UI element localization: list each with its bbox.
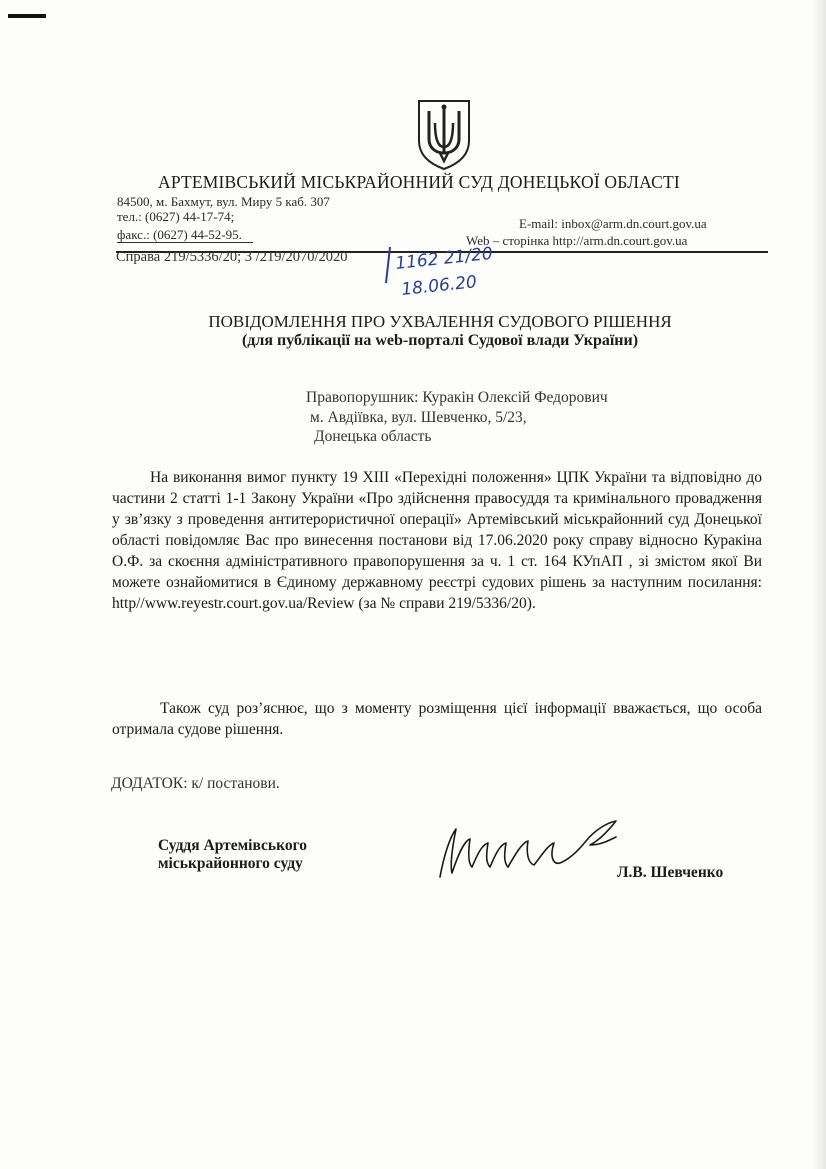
handwritten-signature-icon (430, 815, 630, 885)
notice-clarification-paragraph: Також суд роз’яснює, що з моменту розміщення цієї інформації вважається, що особа отримала судове рішення. (112, 700, 762, 738)
offender-region: Донецька область (314, 428, 432, 445)
trident-coat-of-arms-icon (415, 97, 473, 171)
case-number: Справа 219/5336/20; 3 /219/2070/2020 (116, 249, 348, 265)
offender-address: м. Авдіївка, вул. Шевченко, 5/23, (310, 409, 527, 426)
court-phone: тел.: (0627) 44-17-74; (117, 209, 235, 224)
notice-body-paragraph: На виконання вимог пункту 19 ХІІІ «Перехідні положення» ЦПК України та відповідно до частини 2 статті 1-1 Закону України «Про здійснення правосуддя та кримінального провадження у зв’язку з проведення антитерористичної операції» Артемівський міськрайонний суд Донецької області повідомляє Вас про винесення постанови від 17.06.2020 року справу відносно Куракіна О.Ф. за скоєння адміністративного правопорушення за ч. 1 ст. 164 КУпАП , зі змістом якої Ви можете ознайомитися в Єдиному державному реєстрі судових рішень за наступним посилання: http//www.reyestr.court.gov.ua/Review (за № справи 219/5336/20). (112, 469, 762, 612)
handwritten-registration-note (384, 243, 494, 305)
judge-title-line2: міськрайонного суду (158, 855, 303, 872)
court-website[interactable]: Web – сторінка http://arm.dn.court.gov.ua (466, 233, 688, 248)
note-line1: 1162 21/20 (394, 243, 494, 274)
offender-name: Правопорушник: Куракін Олексій Федорович (306, 389, 608, 406)
notice-subtitle: (для публікації на web-порталі Судової влади України) (241, 332, 639, 349)
fax-underline (117, 242, 253, 243)
court-address: 84500, м. Бахмут, вул. Миру 5 каб. 307 (117, 194, 330, 209)
judge-title-line1: Суддя Артемівського (158, 837, 308, 854)
notice-title: ПОВІДОМЛЕННЯ ПРО УХВАЛЕННЯ СУДОВОГО РІШЕННЯ (208, 312, 672, 331)
scan-corner-mark (8, 14, 46, 18)
court-name: АРТЕМІВСЬКИЙ МІСЬКРАЙОННИЙ СУД ДОНЕЦЬКОЇ ОБЛАСТІ (158, 172, 680, 192)
appendix-note: ДОДАТОК: к/ постанови. (111, 775, 280, 792)
scan-edge-shadow (812, 0, 826, 1169)
court-fax: факс.: (0627) 44-52-95. (117, 227, 242, 242)
court-email[interactable]: E-mail: inbox@arm.dn.court.gov.ua (519, 216, 707, 231)
note-line2: 18.06.20 (400, 272, 478, 300)
judge-name: Л.В. Шевченко (617, 864, 724, 881)
